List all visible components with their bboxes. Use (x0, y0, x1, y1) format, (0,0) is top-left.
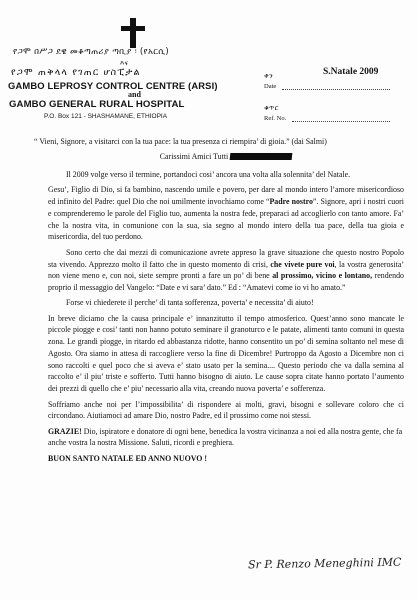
opening-quote: “ Vieni, Signore, a visitarci con la tua pace: la tua presenza ci riempira’ di gioia.” (dai Salmi) (34, 137, 327, 146)
paragraph-5 (48, 313, 404, 395)
letterhead-and: and (128, 90, 141, 99)
date-field (264, 81, 390, 90)
paragraph-3 (48, 247, 404, 294)
salutation: Carissimi Amici Tutti (159, 152, 229, 162)
paragraph-6 (48, 399, 404, 423)
paragraph-3-part-a: Sono certo che dai mezzi di comunicazione avrete appreso la grave situazione che questo nostro Popolo sta vivendo. Apprezzo molto il fatto che in questo momento di crisi, (48, 247, 404, 269)
paragraph-6-part-a: Soffriamo anche noi per l’impossibilita’ di rispondere ai molti, gravi, bisogni e sollevare coloro che ci circondano. (48, 399, 404, 421)
ref-amharic-label: ቁጥር (264, 104, 279, 112)
paragraph-2 (48, 184, 404, 243)
paragraph-3-part-c: , la vostra generosita’ non viene meno e, con noi, siete sempre pronti a fare un po’ di bene (48, 259, 405, 281)
salutation-line (48, 151, 404, 163)
closing-greeting: BUON SANTO NATALE ED ANNO NUOVO ! (48, 454, 207, 464)
paragraph-5-part-b: e’ innanzitutto il tempo atmosferico. Quest’anno sono mancate le piccole piogge e cosi’ tanti non hanno potuto seminare il granoturco e le patate, alimenti tanto comuni in questa zona. Le grandi piogge, in ritardo ed abbastanza ridotte, hanno consentito un po’ di semina soltanto nel mese di Agosto. Ora siamo in attesa di raccogliere verso la fine di Dicembre! Purtroppo da Agosto a Dicembre non ci sono raccolti e quel poco che si aveva e’ stato usato per la semina.... Questo periodo che va dalla semina al raccolto e’ il piu’ triste e sofferto. Tutti hanno bisogno di aiuto. Le cause sopra citate hanno portato l’aumento dei prezzi di quello che e’ piu’ necessario alla vita, creando nuova poverta’ e sofferenza. (48, 313, 404, 394)
letterhead-amharic-line1: የጋሞ በሥጋ ደዌ መቆጣጠሪያ ጣቢያ ፡ (የአርሲ) (13, 47, 169, 57)
letter-body (34, 136, 405, 469)
ref-field (264, 113, 390, 122)
letterhead-address: P.O. Box 121 - SHASHAMANE, ETHIOPIA (44, 113, 168, 120)
paragraph-2-part-c: ”. Signore, apri i nostri cuori e comprenderemo le parole del Figlio tuo, aumenta la nostra fede, preparaci ad accoglierlo con tanto amore. Fa’ che la nostra vita, in comunione con la sua, sia segno al mondo intero della tua pace, della tua gioia e misericordia, del tuo perdono. (48, 197, 404, 242)
paragraph-2-bold: Padre nostro (269, 197, 313, 207)
letterhead-org-line1: GAMBO LEPROSY CONTROL CENTRE (ARSI) (8, 80, 218, 91)
letterhead-amharic-line3: የጋሞ ጠቅላላ የገጠር ሆስፒታል (11, 67, 141, 78)
letter-title: S.Natale 2009 (323, 67, 379, 77)
paragraph-7-text: Dio, ispiratore e donatore di ogni bene, benedica la vostra vicinanza a noi ed alla nostra gente, che fa anche vostra la nostra Missione. Saluti, ricordi e preghiera. (48, 426, 403, 448)
paragraph-2-part-a: Gesu’, Figlio di Dio, si fa bambino, nascendo umile e povero, per dare al mondo intero l’amore misericordioso ed infinito del Padre: quel Dio che noi umilmente invochiamo come “ (48, 185, 404, 207)
date-label: Date (264, 83, 277, 90)
handwritten-signature: Sr P. Renzo Meneghini IMC (247, 555, 402, 572)
redacted-name (230, 153, 293, 160)
letterhead-amharic-and: እና (120, 59, 129, 67)
ref-line (292, 113, 390, 122)
paragraph-3-bold-1: che vivete pure voi (270, 259, 335, 269)
paragraph-4: Forse vi chiederete il perche’ di tanta sofferenza, poverta’ e necessita’ di aiuto! (66, 298, 314, 308)
paragraph-7 (48, 426, 404, 450)
cross-icon (113, 18, 153, 48)
paragraph-3-bold-2: al prossimo, vicino e lontano, (272, 271, 373, 281)
ref-label: Ref. No. (264, 115, 287, 122)
letterhead-org-line2: GAMBO GENERAL RURAL HOSPITAL (9, 99, 185, 110)
date-amharic-label: ቀን (264, 72, 273, 80)
paragraph-1: Il 2009 volge verso il termine, portandoci cosi’ ancora una volta alla solennita’ del Natale. (66, 170, 351, 180)
date-line (282, 81, 390, 90)
paragraph-6-part-b: Aiutiamoci ad amare Dio, nostro Padre, ed il prossimo come noi stessi. (86, 411, 311, 421)
paragraph-5-part-a: In breve diciamo che la causa principale (48, 313, 187, 323)
thanks-word: GRAZIE! (48, 426, 82, 436)
paragraph-3-part-e: rendendo proprio il messaggio del Vangelo: “Date e vi sara’ dato.” Ed : “Amatevi come io vi ho amato.” (48, 271, 404, 293)
